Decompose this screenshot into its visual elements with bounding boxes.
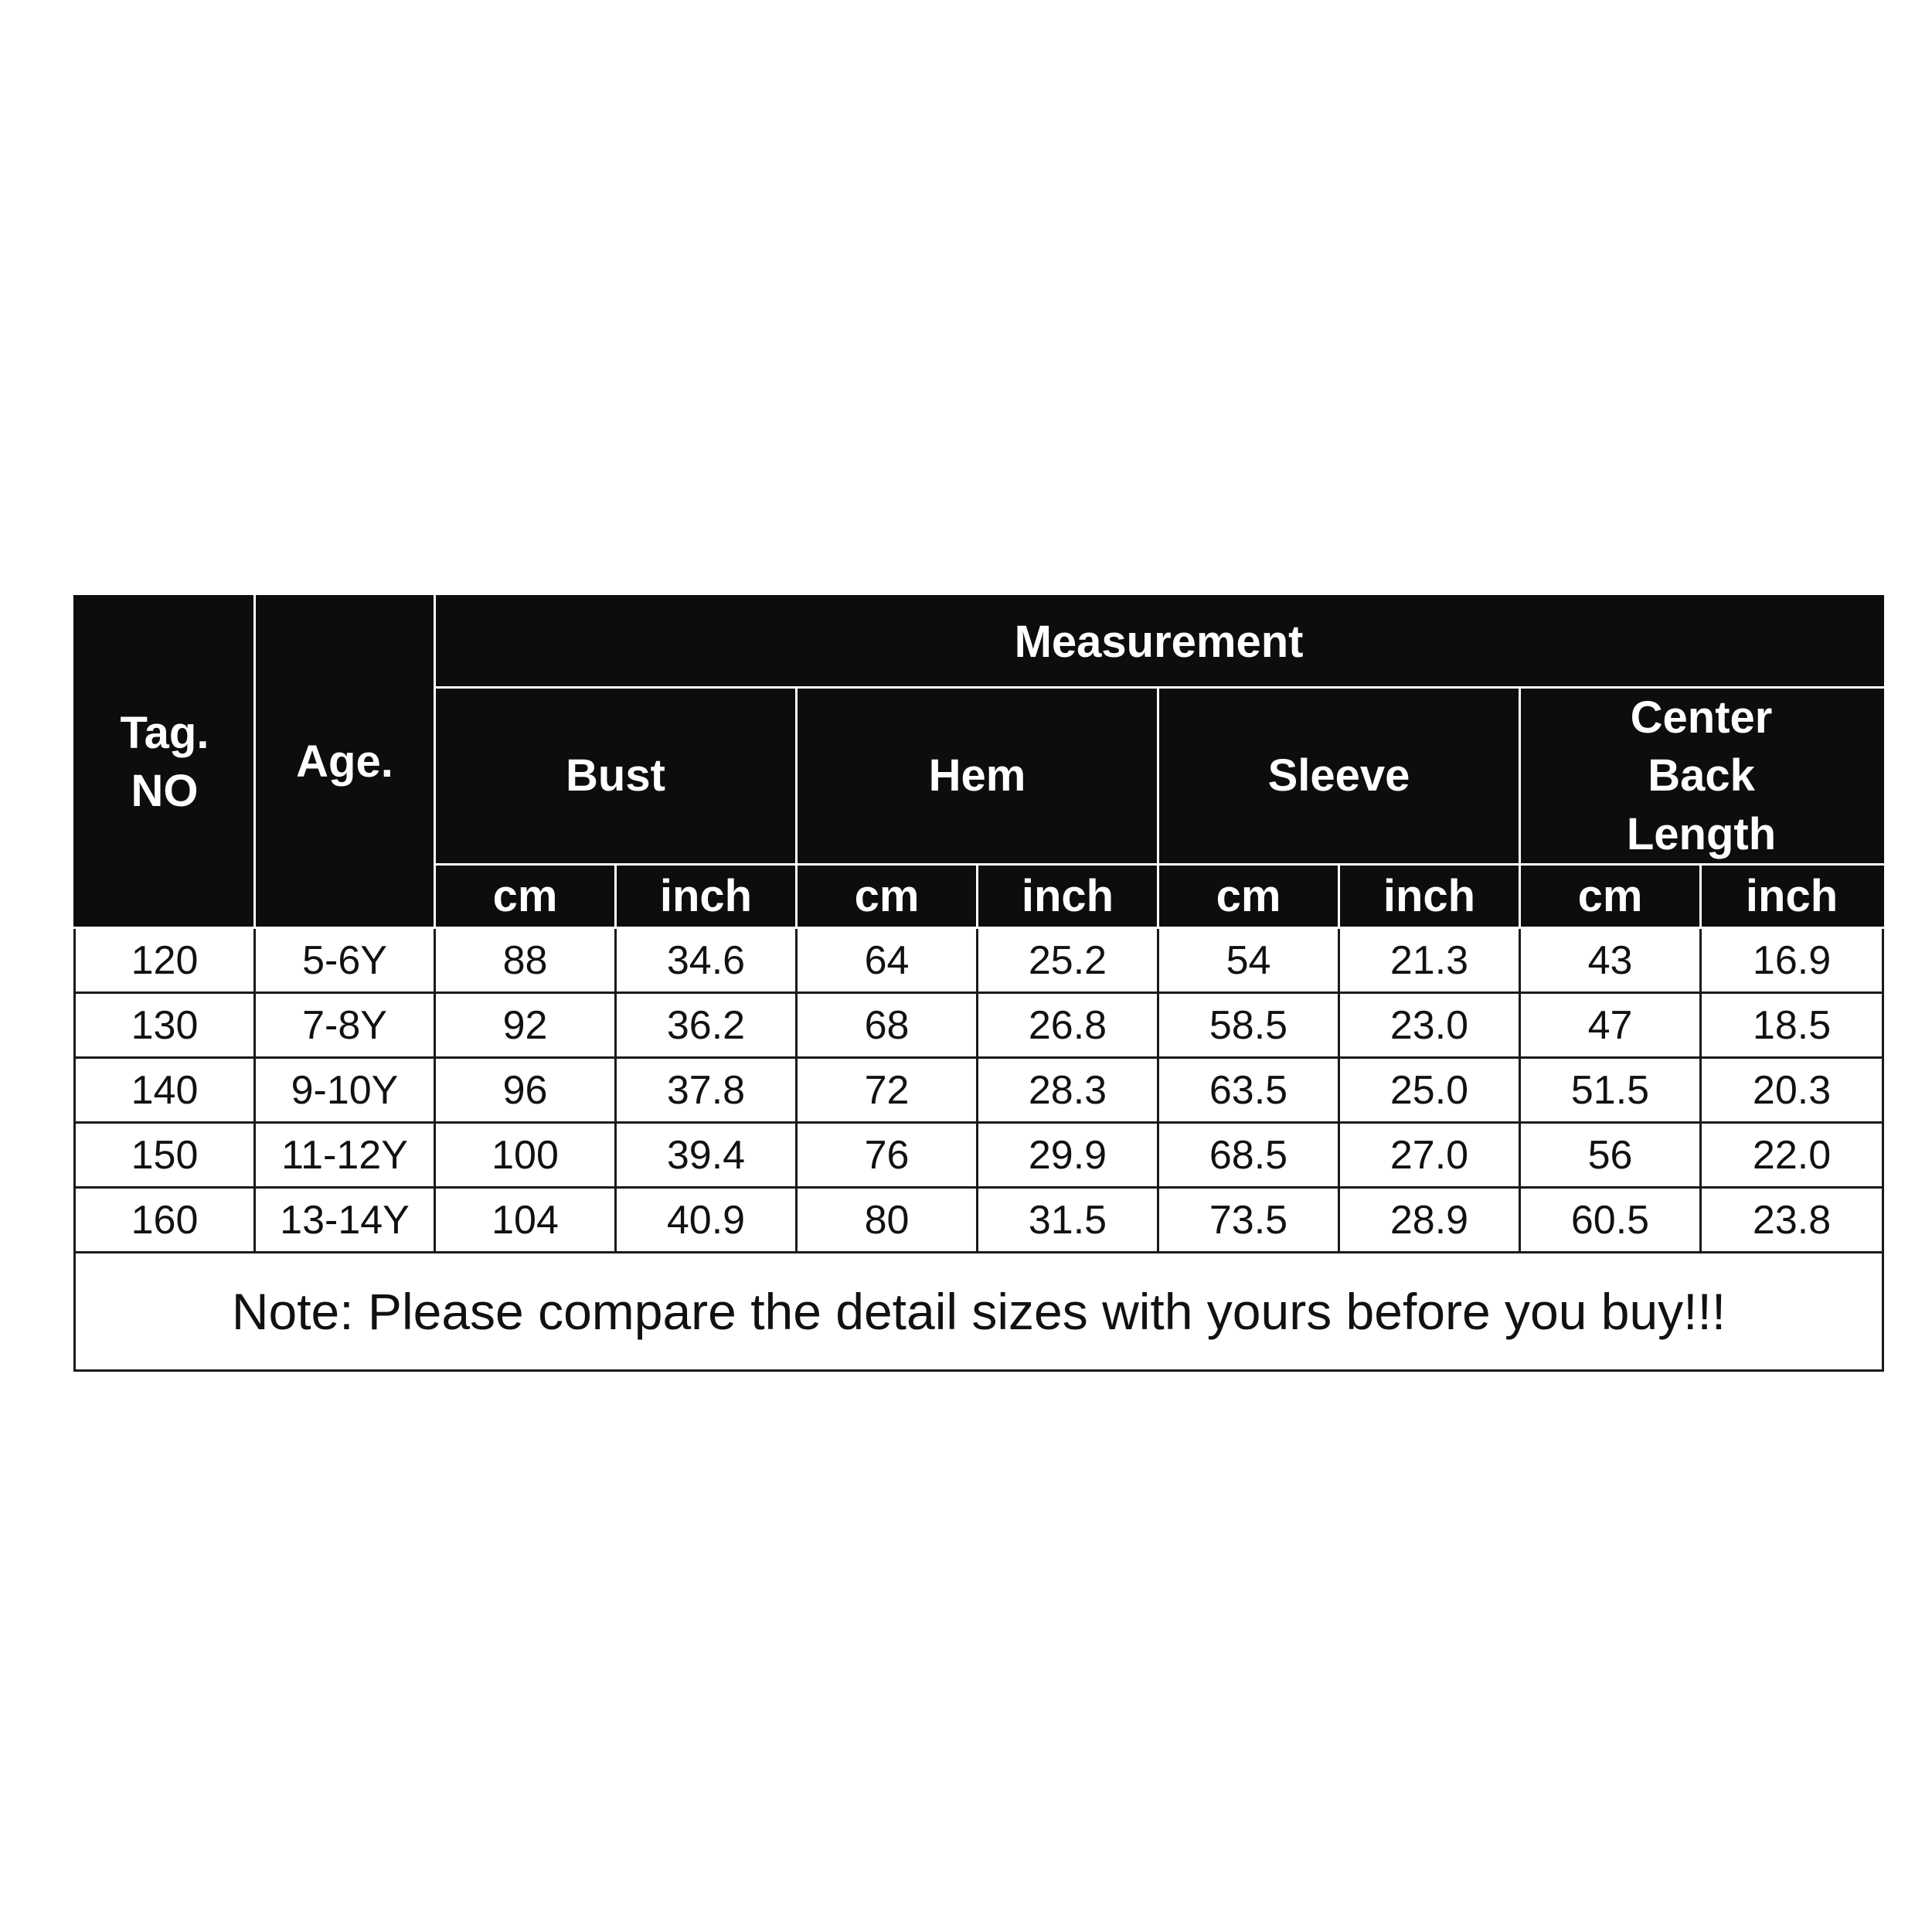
table-cell: 73.5 xyxy=(1158,1188,1339,1253)
table-cell: 37.8 xyxy=(616,1058,797,1123)
table-cell: 43 xyxy=(1520,928,1701,993)
table-body xyxy=(75,928,1883,1253)
header-bust: Bust xyxy=(435,688,797,865)
table-cell: 27.0 xyxy=(1339,1123,1520,1188)
table-cell: 68.5 xyxy=(1158,1123,1339,1188)
table-cell: 39.4 xyxy=(616,1123,797,1188)
unit-header: cm xyxy=(435,865,616,928)
table-cell: 64 xyxy=(797,928,978,993)
table-cell: 28.3 xyxy=(978,1058,1158,1123)
table-cell: 25.2 xyxy=(978,928,1158,993)
table-cell: 23.8 xyxy=(1701,1188,1883,1253)
unit-header: inch xyxy=(616,865,797,928)
table-cell: 100 xyxy=(435,1123,616,1188)
table-cell: 130 xyxy=(75,993,255,1058)
unit-header: inch xyxy=(978,865,1158,928)
table-cell: 96 xyxy=(435,1058,616,1123)
header-tag-line: NO xyxy=(131,766,199,817)
size-note: Note: Please compare the detail sizes with yours before you buy!!! xyxy=(75,1253,1883,1371)
table-cell: 150 xyxy=(75,1123,255,1188)
table-cell: 160 xyxy=(75,1188,255,1253)
table-row xyxy=(75,1188,1883,1253)
table-cell: 36.2 xyxy=(616,993,797,1058)
table-cell: 72 xyxy=(797,1058,978,1123)
header-center-back-length-label: Center Back Length xyxy=(1626,692,1777,859)
table-cell: 9-10Y xyxy=(255,1058,435,1123)
table-cell: 58.5 xyxy=(1158,993,1339,1058)
size-chart-table xyxy=(73,595,1884,1372)
table-cell: 120 xyxy=(75,928,255,993)
table-cell: 29.9 xyxy=(978,1123,1158,1188)
table-cell: 54 xyxy=(1158,928,1339,993)
table-cell: 63.5 xyxy=(1158,1058,1339,1123)
table-row xyxy=(75,1058,1883,1123)
table-cell: 40.9 xyxy=(616,1188,797,1253)
table-cell: 140 xyxy=(75,1058,255,1123)
table-row xyxy=(75,928,1883,993)
table-cell: 21.3 xyxy=(1339,928,1520,993)
table-cell: 26.8 xyxy=(978,993,1158,1058)
table-cell: 13-14Y xyxy=(255,1188,435,1253)
table-cell: 11-12Y xyxy=(255,1123,435,1188)
table-cell: 18.5 xyxy=(1701,993,1883,1058)
table-cell: 34.6 xyxy=(616,928,797,993)
header-sleeve: Sleeve xyxy=(1158,688,1520,865)
header-center-back-length xyxy=(1520,688,1883,865)
table-header xyxy=(75,597,1883,928)
header-tag-line: Tag. xyxy=(120,707,209,758)
table-cell: 56 xyxy=(1520,1123,1701,1188)
table-cell: 20.3 xyxy=(1701,1058,1883,1123)
table-cell: 23.0 xyxy=(1339,993,1520,1058)
table-cell: 76 xyxy=(797,1123,978,1188)
table-cell: 22.0 xyxy=(1701,1123,1883,1188)
header-measurement: Measurement xyxy=(435,597,1883,688)
table-cell: 16.9 xyxy=(1701,928,1883,993)
table-cell: 25.0 xyxy=(1339,1058,1520,1123)
table-cell: 7-8Y xyxy=(255,993,435,1058)
table-cell: 88 xyxy=(435,928,616,993)
table-cell: 68 xyxy=(797,993,978,1058)
header-hem: Hem xyxy=(797,688,1158,865)
table-cell: 80 xyxy=(797,1188,978,1253)
table-cell: 28.9 xyxy=(1339,1188,1520,1253)
table-row xyxy=(75,993,1883,1058)
table-cell: 5-6Y xyxy=(255,928,435,993)
table-cell: 47 xyxy=(1520,993,1701,1058)
table-cell: 104 xyxy=(435,1188,616,1253)
header-age: Age. xyxy=(255,597,435,928)
table-row xyxy=(75,1123,1883,1188)
unit-header: cm xyxy=(1158,865,1339,928)
table-cell: 60.5 xyxy=(1520,1188,1701,1253)
table-cell: 51.5 xyxy=(1520,1058,1701,1123)
header-tag-no xyxy=(75,597,255,928)
table-cell: 92 xyxy=(435,993,616,1058)
unit-header: inch xyxy=(1339,865,1520,928)
table-cell: 31.5 xyxy=(978,1188,1158,1253)
unit-header: inch xyxy=(1701,865,1883,928)
unit-header: cm xyxy=(1520,865,1701,928)
unit-header: cm xyxy=(797,865,978,928)
note-row xyxy=(75,1253,1883,1371)
